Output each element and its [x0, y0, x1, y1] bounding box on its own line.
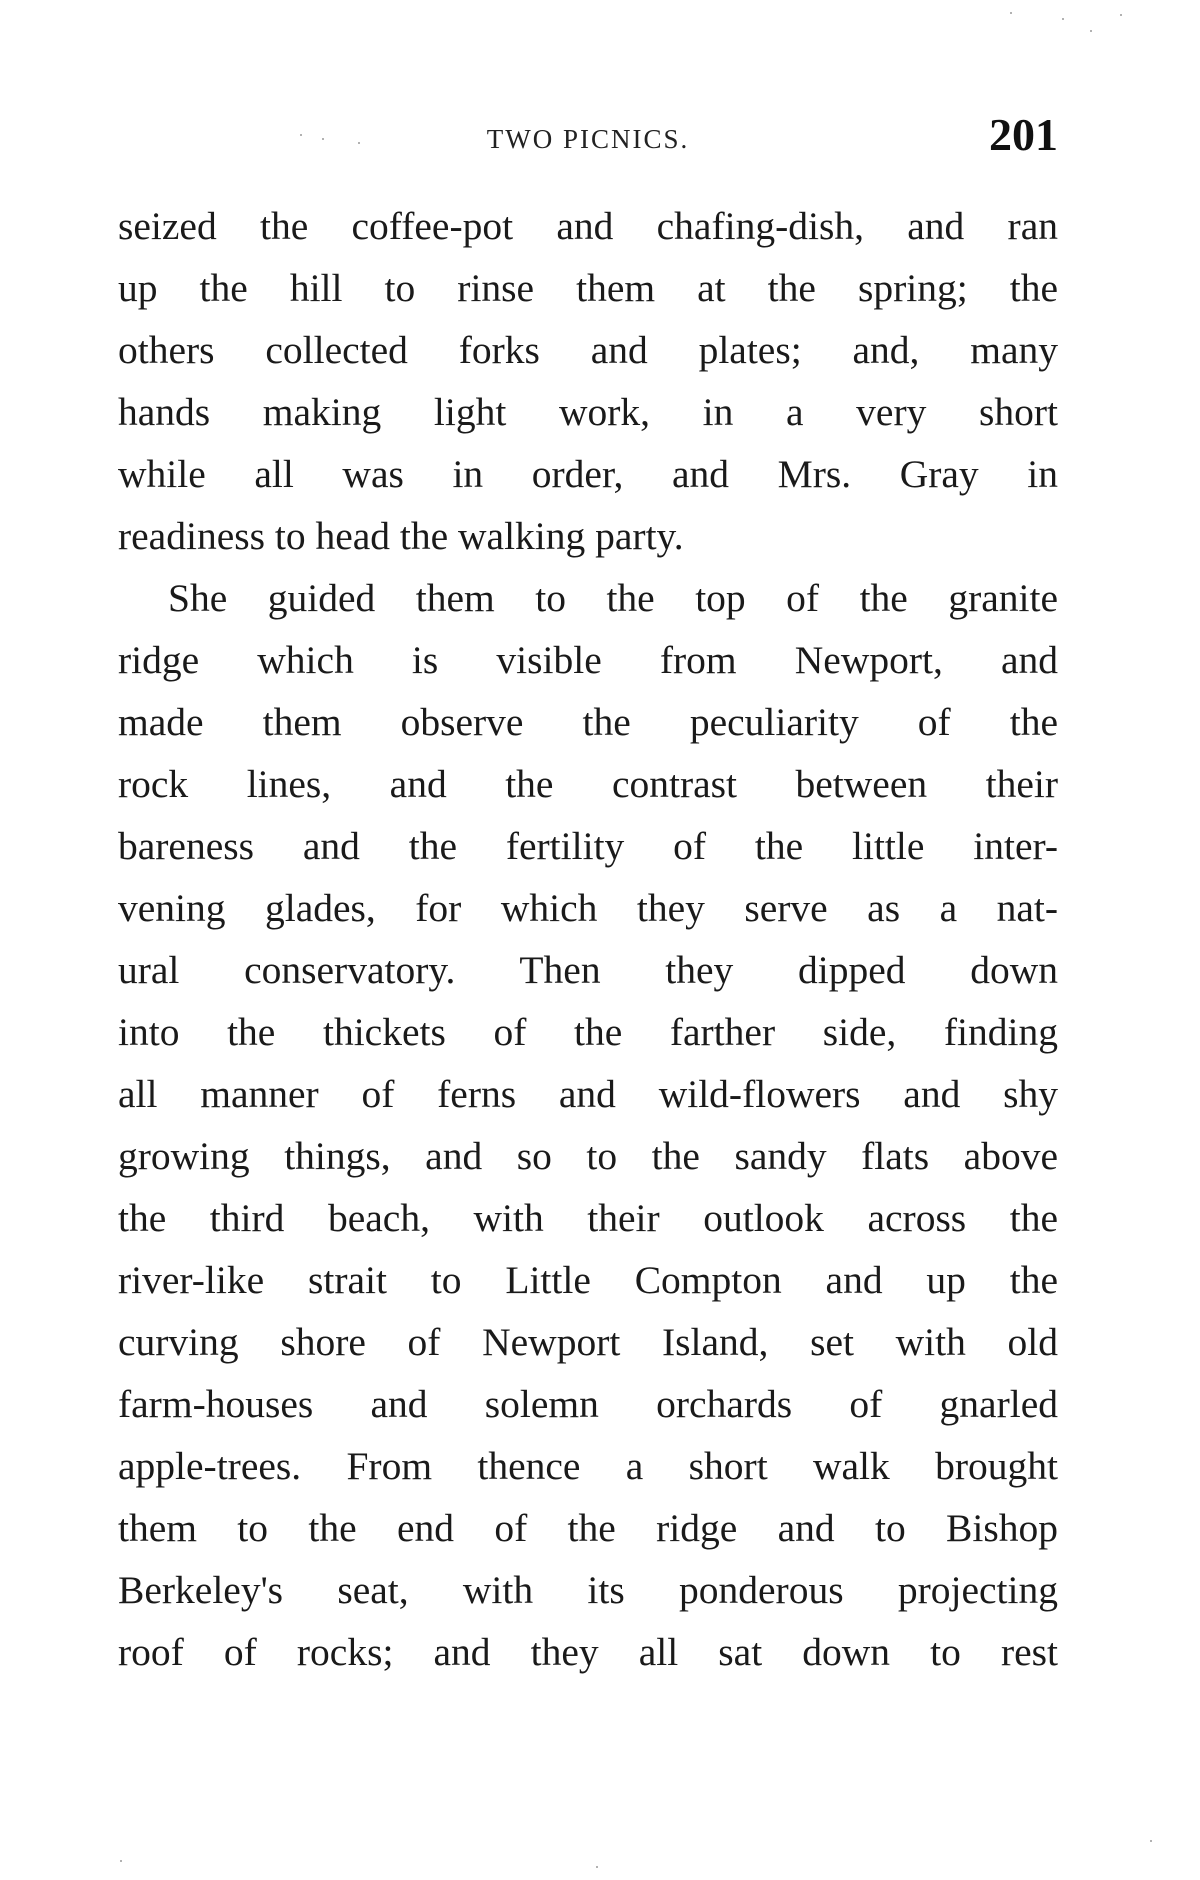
paper-speck [1090, 30, 1092, 32]
paper-speck [322, 138, 324, 140]
text-line: made them observe the peculiarity of the [118, 700, 1058, 744]
text-line: apple-trees. From thence a short walk brought [118, 1444, 1058, 1488]
body-text [118, 195, 1058, 1683]
text-line: while all was in order, and Mrs. Gray in [118, 452, 1058, 496]
text-line: seized the coffee-pot and chafing-dish, and ran [118, 204, 1058, 248]
text-line: up the hill to rinse them at the spring; the [118, 266, 1058, 310]
paper-speck [1150, 1840, 1152, 1842]
text-line: farm-houses and solemn orchards of gnarled [118, 1382, 1058, 1426]
paper-speck [300, 134, 302, 136]
text-line: the third beach, with their outlook across the [118, 1196, 1058, 1240]
text-line: Berkeley's seat, with its ponderous projecting [118, 1568, 1058, 1612]
running-title: TWO PICNICS. [486, 124, 690, 154]
text-line: vening glades, for which they serve as a nat- [118, 886, 1058, 930]
text-line: them to the end of the ridge and to Bishop [118, 1506, 1058, 1550]
paper-speck [1062, 18, 1064, 20]
paper-speck [1120, 14, 1122, 16]
text-line: hands making light work, in a very short [118, 390, 1058, 434]
paper-speck [1010, 12, 1012, 14]
text-line: all manner of ferns and wild-flowers and shy [118, 1072, 1058, 1116]
paper-speck [358, 142, 360, 144]
text-line: curving shore of Newport Island, set with old [118, 1320, 1058, 1364]
text-line: into the thickets of the farther side, finding [118, 1010, 1058, 1054]
text-line: growing things, and so to the sandy flats above [118, 1134, 1058, 1178]
page-number: 201 [989, 109, 1058, 160]
text-line: bareness and the fertility of the little inter- [118, 824, 1058, 868]
text-line: rock lines, and the contrast between their [118, 762, 1058, 806]
paper-speck [120, 1860, 122, 1862]
text-line: others collected forks and plates; and, many [118, 328, 1058, 372]
text-line: readiness to head the walking party. [118, 514, 684, 558]
text-line: ural conservatory. Then they dipped down [118, 948, 1058, 992]
page-header [118, 108, 1058, 168]
paper-speck [596, 1866, 598, 1868]
text-line: river-like strait to Little Compton and up the [118, 1258, 1058, 1302]
text-line: ridge which is visible from Newport, and [118, 638, 1058, 682]
text-line: roof of rocks; and they all sat down to rest [118, 1630, 1058, 1674]
text-line: She guided them to the top of the granite [168, 576, 1058, 620]
